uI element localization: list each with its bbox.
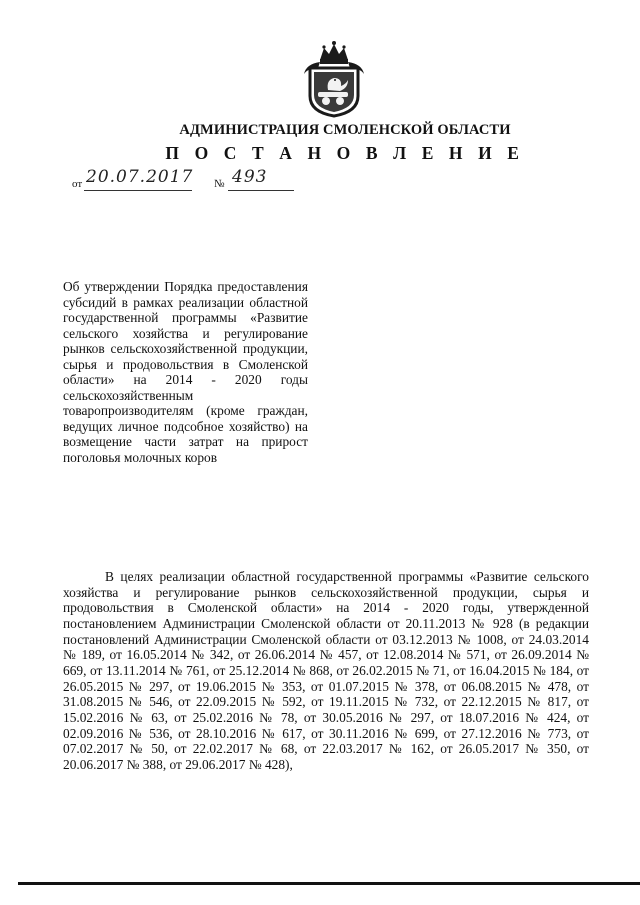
preamble-paragraph: В целях реализации областной государственной программы «Развитие сельского хозяйства и регулирование рынков сельскохозяйственной продукции, сырья и продовольствия в Смоленской области» на 2014 - 2020 годы, утвержденной постановлением Администрации Смоленской области от 20.11.2013 № 928 (в редакции постановлений Администрации Смоленской области от 03.12.2013 № 1008, от 24.03.2014 № 189, от 16.05.2014 № 342, от 26.06.2014 № 457, от 12.08.2014 № 571, от 26.09.2014 № 669, от 13.11.2014 № 761, от 25.12.2014 № 868, от 26.02.2015 № 71, от 16.04.2015 № 184, от 26.05.2015 № 297, от 19.06.2015 № 353, от 01.07.2015 № 378, от 06.08.2015 № 478, от 31.08.2015 № 546, от 22.09.2015 № 592, от 19.11.2015 № 732, от 22.12.2015 № 817, от 15.02.2016 № 63, от 25.02.2016 № 78, от 30.05.2016 № 297, от 18.07.2016 № 424, от 02.09.2016 № 536, от 28.10.2016 № 617, от 30.11.2016 № 699, от 27.12.2016 № 773, от 07.02.2017 № 50, от 22.02.2017 № 68, от 22.03.2017 № 162, от 26.05.2017 № 350, от 20.06.2017 № 388, от 29.06.2017 № 428), <box>63 569 589 772</box>
organization-title: АДМИНИСТРАЦИЯ СМОЛЕНСКОЙ ОБЛАСТИ <box>179 122 511 138</box>
number-prefix: № <box>214 178 225 190</box>
coat-of-arms-icon <box>296 40 372 118</box>
document-subject: Об утверждении Порядка предоставления субсидий в рамках реализации областной государственной программы «Развитие сельского хозяйства и регулирование рынков сельскохозяйственной продукции, сырья и продовольствия в Смоленской области» на 2014 - 2020 годы сельскохозяйственным товаропроизводителям (кроме граждан, ведущих личное подсобное хозяйство) на возмещение части затрат на прирост поголовья молочных коров <box>63 279 308 465</box>
document-number: 493 <box>232 167 268 187</box>
document-date: 20.07.2017 <box>86 167 194 187</box>
date-underline <box>84 190 192 191</box>
document-type-title: П О С Т А Н О В Л Е Н И Е <box>165 143 525 163</box>
date-prefix: от <box>72 178 83 190</box>
page-bottom-rule <box>18 882 640 885</box>
date-number-line <box>72 167 302 191</box>
number-underline <box>228 190 294 191</box>
